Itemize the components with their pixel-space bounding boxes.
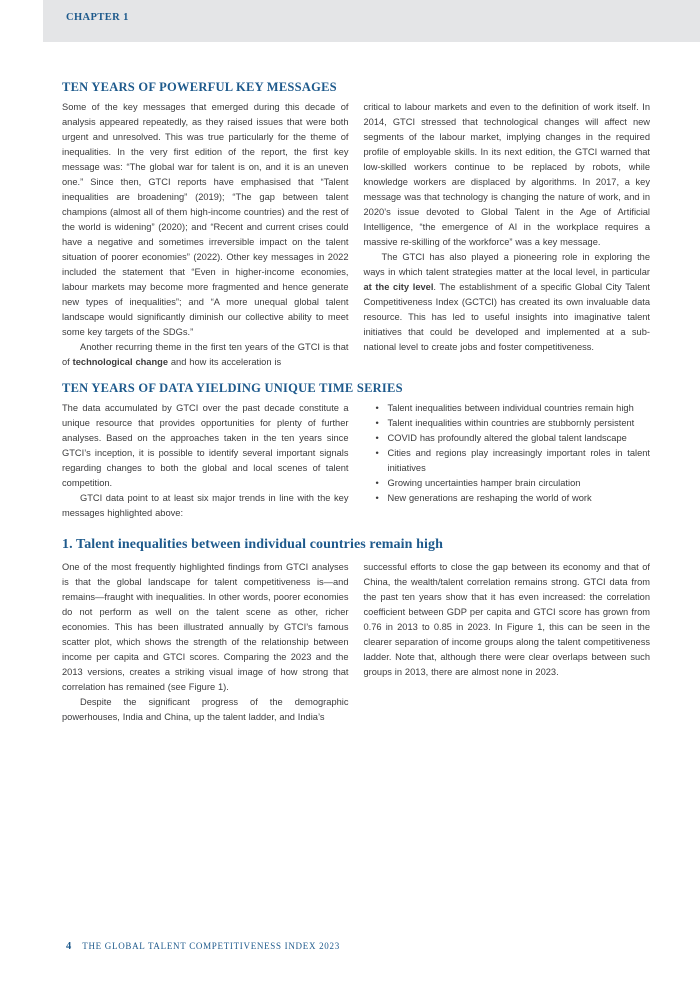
bold-text: at the city level xyxy=(363,282,434,292)
paragraph xyxy=(62,560,349,695)
two-column-layout xyxy=(62,560,650,725)
left-column xyxy=(62,560,349,725)
text-run: One of the most frequently highlighted findings from GTCI analyses is that the global landscape for talent competitiveness is—and remains—fraught with inequalities. In other words, poorer economies do not perform as well on the talent scene as other, richer economies. This has been illustrated annually by GTCI’s famous scatter plot, which shows the strength of the relationship between income per capita and GTCI scores. Comparing the 2023 and the 2013 versions, creates a striking visual image of how strong that correlation has remained (see Figure 1). xyxy=(62,562,349,692)
paragraph xyxy=(62,100,349,340)
page-content xyxy=(62,80,650,736)
bullet-item: • Growing uncertainties hamper brain circulation xyxy=(364,476,651,491)
section-inequalities-high xyxy=(62,537,650,725)
page-number: 4 xyxy=(66,941,72,952)
page-footer xyxy=(66,941,340,952)
text-run: GTCI data point to at least six major trends in line with the key messages highlighted above: xyxy=(62,493,349,518)
text-run: Some of the key messages that emerged during this decade of analysis appeared repeatedly, as they raised issues that were both urgent and unresolved. This was true particularly for the theme of inequalities. In the very first edition of the report, the first key message was: “The global war for talent is on, and it is an uneven one.” Since then, GTCI reports have emphasised that “Talent inequalities are broadening” (2019); “The gap between talent champions (almost all of them high-income countries) and the rest of the world is widening” (2020); and “Recent and current crises could have a negative and sometimes irreversible impact on the talent situation of poorer economies” (2022). Other key messages in 2022 included the statement that “Even in higher-income economies, labour markets may become more fragmented and hence generate new types of inequalities”; and “A more unequal global talent landscape would significantly diminish our collective ability to meet some key targets of the SDGs.” xyxy=(62,102,349,337)
trends-bullet-list xyxy=(364,401,651,506)
section-time-series xyxy=(62,381,650,521)
bullet-item: • New generations are reshaping the world of work xyxy=(364,491,651,506)
bullet-item: • Talent inequalities between individual countries remain high xyxy=(364,401,651,416)
chapter-header-bar xyxy=(43,0,700,42)
text-run: The data accumulated by GTCI over the past decade constitute a unique resource that provides opportunities for plenty of further analyses. Based on the approaches taken in the ten years since GTCI’s inception, it is possible to identify several important signals regarding changes to both the global and local scenes of talent competition. xyxy=(62,403,349,488)
paragraph xyxy=(364,560,651,680)
bullet-item: • Cities and regions play increasingly important roles in talent initiatives xyxy=(364,446,651,476)
right-column xyxy=(364,100,651,370)
chapter-label: CHAPTER 1 xyxy=(66,12,129,23)
paragraph xyxy=(62,401,349,491)
numbered-section-heading: 1. Talent inequalities between individual countries remain high xyxy=(62,537,443,552)
text-run: . The establishment of a specific Global City Talent Competitiveness Index (GCTCI) has created its own invaluable data resource. This has led to useful insights into imaginative talent initiatives that could be developed and implemented at a sub-national level to create jobs and foster competitiveness. xyxy=(363,282,651,352)
right-column xyxy=(364,560,651,725)
paragraph xyxy=(364,250,651,355)
two-column-layout xyxy=(62,100,650,370)
text-run: The GTCI has also played a pioneering role in exploring the ways in which talent strategies matter at the local level, in particular xyxy=(363,252,650,277)
right-column xyxy=(364,401,651,521)
paragraph xyxy=(364,100,651,250)
paragraph xyxy=(62,340,349,370)
section-heading: TEN YEARS OF DATA YIELDING UNIQUE TIME SERIES xyxy=(62,381,403,395)
bullet-item: • Talent inequalities within countries are stubbornly persistent xyxy=(364,416,651,431)
left-column xyxy=(62,100,349,370)
footer-title: THE GLOBAL TALENT COMPETITIVENESS INDEX 2023 xyxy=(82,941,340,951)
paragraph xyxy=(62,695,349,725)
bullet-item: • COVID has profoundly altered the global talent landscape xyxy=(364,431,651,446)
text-run: Despite the significant progress of the demographic powerhouses, India and China, up the talent ladder, and India’s xyxy=(62,697,349,722)
left-column xyxy=(62,401,349,521)
section-key-messages xyxy=(62,80,650,370)
bold-text: technological change xyxy=(72,357,168,367)
text-run: Another recurring theme in the first ten years of the GTCI is that of xyxy=(62,342,349,367)
text-run: critical to labour markets and even to the definition of work itself. In 2014, GTCI stressed that technological changes will affect new segments of the labour market, implying changes in the required profile of employable skills. In its next edition, the GTCI warned that low-skilled workers continue to be replaced by robots, while knowledge workers are displaced by algorithms. In 2017, a key message was that technology is changing the nature of work, and in 2020’s issue devoted to Global Talent in the Age of Artificial Intelligence, “the emergence of AI in the workplace requires a massive re-skilling of the workforce” was a key message. xyxy=(363,102,650,247)
section-heading: TEN YEARS OF POWERFUL KEY MESSAGES xyxy=(62,80,337,94)
paragraph xyxy=(62,491,349,521)
text-run: successful efforts to close the gap between its economy and that of China, the wealth/talent correlation remains strong. GTCI data from the past ten years show that it has even increased: the correlation coefficient between GDP per capita and GTCI score has grown from 0.76 in 2013 to 0.85 in 2023. In Figure 1, this can be seen in the clearer separation of income groups along the talent competitiveness ladder. Note that, although there were clear overlaps between such groups in 2013, there are almost none in 2023. xyxy=(363,562,650,677)
two-column-layout xyxy=(62,401,650,521)
text-run: and how its acceleration is xyxy=(168,357,282,367)
